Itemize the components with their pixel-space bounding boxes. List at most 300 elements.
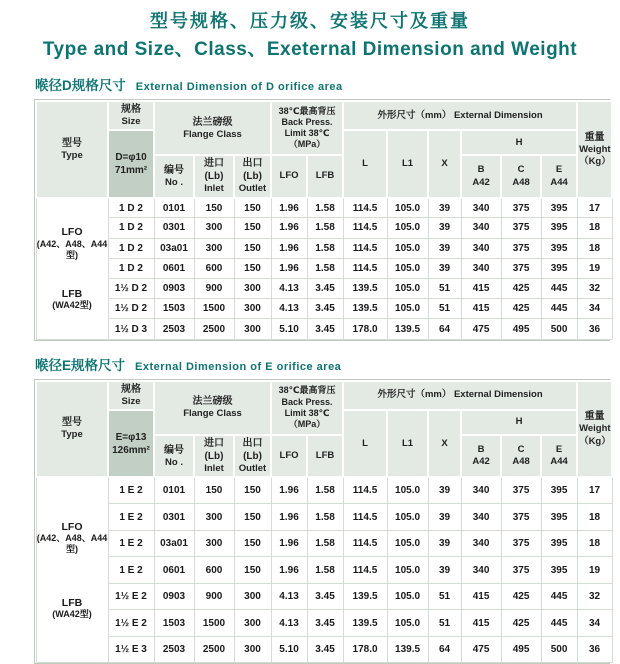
- size-spec-line1: D=φ10: [115, 152, 147, 164]
- col-header-weight: [577, 101, 612, 198]
- type-group-name: LFB: [61, 596, 83, 609]
- col-header-no-en: No .: [165, 456, 183, 468]
- col-header-l: L: [343, 410, 387, 477]
- table-cell: 5.10: [271, 636, 307, 663]
- table-cell: 340: [461, 198, 501, 218]
- table-cell: 4.13: [271, 583, 307, 610]
- table-cell: 150: [234, 238, 271, 258]
- table-cell: 1.96: [271, 477, 307, 504]
- backpress-line: Back Press.: [281, 116, 333, 127]
- table-cell: 375: [501, 504, 541, 531]
- table-row: [36, 530, 612, 557]
- table-cell: 1.96: [271, 238, 307, 258]
- page-title-en: Type and Size、Class、Exeternal Dimension and Weight: [42, 39, 578, 60]
- col-header-backpress: [271, 101, 343, 155]
- table-cell: 1.96: [271, 530, 307, 557]
- table-cell: 300: [194, 504, 234, 531]
- table-cell: 105.0: [387, 258, 428, 278]
- col-header-inlet: [194, 435, 234, 477]
- table-cell: 395: [541, 530, 577, 557]
- col-header-a44: A44: [550, 176, 568, 188]
- size-spec-line2: 126mm²: [112, 444, 150, 456]
- col-header-size-zh: 规格: [121, 104, 141, 115]
- table-cell: 340: [461, 477, 501, 504]
- col-header-x: X: [428, 410, 461, 477]
- table-cell: 0301: [154, 218, 194, 238]
- table-cell: 105.0: [387, 279, 428, 299]
- backpress-line: Back Press.: [281, 396, 333, 407]
- table-cell: 150: [234, 530, 271, 557]
- table-cell: 375: [501, 198, 541, 218]
- table-cell: 1500: [194, 610, 234, 637]
- table-cell: 1.58: [307, 258, 343, 278]
- table-cell: 114.5: [343, 530, 387, 557]
- table-cell: 1.96: [271, 198, 307, 218]
- table-cell: 900: [194, 279, 234, 299]
- col-header-type: [36, 381, 108, 478]
- table-cell: 34: [577, 299, 612, 319]
- table-cell: 0101: [154, 477, 194, 504]
- table-row: [36, 299, 612, 319]
- col-header-outlet-zh: 出口(Lb): [242, 158, 263, 183]
- table-cell: 3.45: [307, 299, 343, 319]
- col-header-l: L: [343, 130, 387, 197]
- table-cell: 395: [541, 477, 577, 504]
- col-header-no: [154, 435, 194, 477]
- backpress-line: 38℃最高背压: [278, 385, 336, 396]
- table-cell: 300: [234, 583, 271, 610]
- col-header-h: H: [461, 130, 577, 155]
- col-header-inlet-zh: 进口(Lb): [204, 438, 224, 463]
- table-cell: 1 E 2: [108, 504, 154, 531]
- col-header-type-en: Type: [61, 429, 83, 441]
- col-header-h: H: [461, 410, 577, 435]
- table-cell: 0903: [154, 583, 194, 610]
- table-cell: 19: [577, 258, 612, 278]
- section-e-orifice: [34, 354, 610, 664]
- table-cell: 445: [541, 279, 577, 299]
- col-header-outlet: [234, 155, 271, 197]
- col-header-size-zh: 规格: [121, 383, 141, 395]
- table-cell: 425: [501, 610, 541, 637]
- section-d-heading-zh: 喉径D规格尺寸: [35, 78, 126, 93]
- col-header-no-zh: 编号: [164, 164, 184, 176]
- table-cell: 1.58: [307, 218, 343, 238]
- col-header-size-en: Size: [121, 395, 141, 407]
- table-cell: 1503: [154, 610, 194, 637]
- table-d-orifice: [34, 99, 610, 341]
- col-header-flange-zh: 法兰磅级: [192, 116, 233, 128]
- section-e-heading-en: External Dimension of E orifice area: [135, 360, 342, 373]
- table-cell: 1.58: [307, 477, 343, 504]
- table-cell: 340: [461, 530, 501, 557]
- table-row: [36, 557, 612, 584]
- table-cell: 105.0: [387, 299, 428, 319]
- col-header-a48: A48: [512, 456, 530, 468]
- col-header-type: [36, 101, 108, 198]
- table-cell: 4.13: [271, 299, 307, 319]
- table-cell: 1 D 2: [108, 198, 154, 218]
- table-cell: 114.5: [343, 504, 387, 531]
- col-header-flange-zh: 法兰磅级: [192, 396, 233, 408]
- col-header-flange-en: Flange Class: [183, 128, 242, 140]
- table-cell: 1.96: [271, 258, 307, 278]
- table-cell: 1 D 2: [108, 238, 154, 258]
- table-cell: 150: [234, 557, 271, 584]
- table-row: [36, 319, 612, 339]
- table-cell: 1½ D 3: [108, 319, 154, 339]
- table-cell: 36: [577, 636, 612, 663]
- table-cell: 395: [541, 504, 577, 531]
- type-group-detail: (A42、A48、A44型): [36, 533, 108, 555]
- backpress-line: （MPa）: [288, 419, 326, 430]
- table-cell: 395: [541, 218, 577, 238]
- table-cell: 1503: [154, 299, 194, 319]
- col-header-weight-en: Weight: [579, 143, 611, 155]
- section-d-orifice: [34, 74, 610, 341]
- backpress-line: Limit 38℃: [284, 407, 330, 418]
- col-header-lfb: LFB: [307, 435, 343, 477]
- table-cell: 32: [577, 583, 612, 610]
- table-cell: 1.96: [271, 218, 307, 238]
- table-cell: 39: [428, 258, 461, 278]
- col-header-x: X: [428, 130, 461, 197]
- table-cell: 150: [234, 218, 271, 238]
- table-cell: 19: [577, 557, 612, 584]
- table-cell: 2500: [194, 319, 234, 339]
- col-header-outlet-en: Outlet: [238, 183, 267, 195]
- table-cell: 17: [577, 198, 612, 218]
- table-e-orifice: [34, 379, 610, 664]
- table-row: [36, 583, 612, 610]
- table-row: [36, 238, 612, 258]
- table-cell: 1 E 2: [108, 530, 154, 557]
- table-cell: 395: [541, 258, 577, 278]
- table-cell: 5.10: [271, 319, 307, 339]
- table-cell: 1.96: [271, 557, 307, 584]
- table-cell: 1½ E 2: [108, 610, 154, 637]
- col-header-e: E: [555, 164, 563, 176]
- col-header-type-zh: 型号: [62, 137, 82, 149]
- table-cell: 395: [541, 557, 577, 584]
- section-d-heading: [35, 74, 610, 95]
- table-cell: 114.5: [343, 238, 387, 258]
- col-header-lfb: LFB: [307, 155, 343, 197]
- table-cell: 150: [234, 258, 271, 278]
- table-cell: 395: [541, 198, 577, 218]
- col-header-e-a44: [541, 435, 577, 477]
- table-cell: 34: [577, 610, 612, 637]
- table-cell: 150: [234, 198, 271, 218]
- table-cell: 4.13: [271, 610, 307, 637]
- table-cell: 105.0: [387, 583, 428, 610]
- col-header-flange-class: [154, 101, 271, 155]
- col-header-weight-unit: （Kg）: [579, 155, 611, 167]
- col-header-b: B: [477, 443, 485, 455]
- col-header-external-dimension: 外形尺寸（mm） External Dimension: [343, 101, 577, 130]
- table-cell: 0101: [154, 198, 194, 218]
- col-header-b-a42: [461, 155, 501, 197]
- table-cell: 475: [461, 636, 501, 663]
- table-cell: 1.58: [307, 557, 343, 584]
- table-cell: 1½ D 2: [108, 299, 154, 319]
- col-header-l1: L1: [387, 410, 428, 477]
- col-header-lfo: LFO: [271, 155, 307, 197]
- table-cell: 1 D 2: [108, 218, 154, 238]
- table-cell: 445: [541, 583, 577, 610]
- col-header-no-zh: 编号: [164, 444, 184, 456]
- table-cell: 178.0: [343, 636, 387, 663]
- size-spec-cell: [108, 410, 154, 477]
- table-cell: 105.0: [387, 198, 428, 218]
- table-cell: 300: [194, 218, 234, 238]
- table-cell: 39: [428, 238, 461, 258]
- table-cell: 1.58: [307, 198, 343, 218]
- table-cell: 300: [234, 636, 271, 663]
- table-cell: 375: [501, 238, 541, 258]
- type-group-name: LFB: [61, 287, 83, 300]
- size-spec-cell: [108, 130, 154, 197]
- col-header-a44: A44: [550, 456, 568, 468]
- table-cell: 375: [501, 557, 541, 584]
- table-cell: 415: [461, 279, 501, 299]
- table-cell: 139.5: [343, 299, 387, 319]
- col-header-size: [108, 381, 154, 410]
- table-cell: 900: [194, 583, 234, 610]
- table-cell: 1.58: [307, 530, 343, 557]
- size-spec-line1: E=φ13: [115, 431, 147, 443]
- table-cell: 1 D 2: [108, 258, 154, 278]
- table-cell: 415: [461, 610, 501, 637]
- table-cell: 1 E 2: [108, 477, 154, 504]
- col-header-flange-en: Flange Class: [183, 408, 242, 420]
- table-e-body: [36, 477, 612, 663]
- table-cell: 139.5: [343, 583, 387, 610]
- type-group-detail: (WA42型): [52, 300, 92, 311]
- table-cell: 495: [501, 636, 541, 663]
- col-header-type-zh: 型号: [62, 417, 82, 429]
- section-e-heading: [35, 354, 610, 375]
- table-cell: 340: [461, 238, 501, 258]
- table-cell: 375: [501, 530, 541, 557]
- col-header-inlet-en: Inlet: [204, 183, 224, 195]
- type-group-name: LFO: [61, 226, 83, 239]
- col-header-type-en: Type: [61, 149, 83, 161]
- type-group: [37, 521, 108, 555]
- table-cell: 425: [501, 583, 541, 610]
- table-row: [36, 610, 612, 637]
- table-cell: 139.5: [387, 319, 428, 339]
- table-cell: 139.5: [343, 279, 387, 299]
- table-cell: 415: [461, 583, 501, 610]
- col-header-inlet-en: Inlet: [204, 463, 224, 475]
- col-header-weight-unit: （Kg）: [579, 435, 611, 447]
- table-cell: 105.0: [387, 238, 428, 258]
- table-cell: 300: [234, 299, 271, 319]
- table-cell: 18: [577, 504, 612, 531]
- table-cell: 105.0: [387, 530, 428, 557]
- table-cell: 150: [234, 477, 271, 504]
- table-cell: 32: [577, 279, 612, 299]
- table-cell: 340: [461, 504, 501, 531]
- table-cell: 105.0: [387, 477, 428, 504]
- col-header-weight-en: Weight: [579, 423, 611, 435]
- table-cell: 114.5: [343, 258, 387, 278]
- type-group: [37, 597, 108, 620]
- table-cell: 2500: [194, 636, 234, 663]
- table-cell: 114.5: [343, 477, 387, 504]
- table-cell: 395: [541, 238, 577, 258]
- type-group-detail: (WA42型): [52, 609, 92, 620]
- table-d-body: [36, 198, 612, 340]
- table-cell: 1 E 2: [108, 557, 154, 584]
- col-header-c-a48: [501, 435, 541, 477]
- table-cell: 300: [234, 319, 271, 339]
- table-cell: 1½ E 3: [108, 636, 154, 663]
- table-cell: 64: [428, 319, 461, 339]
- page-title: [0, 7, 620, 61]
- table-cell: 500: [541, 319, 577, 339]
- table-cell: 375: [501, 218, 541, 238]
- table-row: [36, 218, 612, 238]
- table-cell: 105.0: [387, 504, 428, 531]
- table-cell: 18: [577, 238, 612, 258]
- type-group-detail: (A42、A48、A44型): [36, 238, 108, 260]
- table-cell: 39: [428, 218, 461, 238]
- table-cell: 300: [234, 610, 271, 637]
- col-header-outlet-zh: 出口(Lb): [242, 438, 263, 463]
- col-header-a42: A42: [472, 456, 490, 468]
- table-cell: 1.58: [307, 504, 343, 531]
- col-header-outlet: [234, 435, 271, 477]
- table-cell: 1½ D 2: [108, 279, 154, 299]
- table-cell: 39: [428, 198, 461, 218]
- table-cell: 0903: [154, 279, 194, 299]
- table-cell: 340: [461, 218, 501, 238]
- table-cell: 600: [194, 557, 234, 584]
- table-cell: 2503: [154, 319, 194, 339]
- table-cell: 300: [194, 238, 234, 258]
- backpress-line: 38℃最高背压: [278, 105, 336, 116]
- col-header-no-en: No .: [165, 176, 183, 188]
- table-cell: 178.0: [343, 319, 387, 339]
- table-cell: 0301: [154, 504, 194, 531]
- col-header-b: B: [477, 164, 485, 176]
- table-cell: 105.0: [387, 610, 428, 637]
- table-cell: 51: [428, 299, 461, 319]
- table-cell: 0601: [154, 258, 194, 278]
- table-cell: 3.45: [307, 319, 343, 339]
- col-header-c: C: [517, 443, 525, 455]
- table-cell: 105.0: [387, 218, 428, 238]
- section-e-heading-zh: 喉径E规格尺寸: [35, 357, 126, 373]
- col-header-a48: A48: [512, 176, 530, 188]
- table-cell: 17: [577, 477, 612, 504]
- table-cell: 425: [501, 279, 541, 299]
- col-header-b-a42: [461, 435, 501, 477]
- size-spec-line2: 71mm²: [114, 165, 148, 177]
- table-cell: 300: [234, 279, 271, 299]
- col-header-size: [108, 101, 154, 130]
- table-cell: 39: [428, 477, 461, 504]
- backpress-line: （MPa）: [288, 139, 326, 150]
- table-cell: 114.5: [343, 218, 387, 238]
- col-header-inlet: [194, 155, 234, 197]
- table-row: [36, 477, 612, 504]
- table-cell: 2503: [154, 636, 194, 663]
- table-cell: 415: [461, 299, 501, 319]
- table-cell: 300: [194, 530, 234, 557]
- col-header-outlet-en: Outlet: [238, 463, 267, 475]
- table-cell: 375: [501, 258, 541, 278]
- table-cell: 150: [194, 198, 234, 218]
- table-cell: 495: [501, 319, 541, 339]
- table-cell: 18: [577, 530, 612, 557]
- table-cell: 500: [541, 636, 577, 663]
- type-column-cell: [36, 477, 108, 663]
- table-cell: 39: [428, 530, 461, 557]
- table-cell: 3.45: [307, 583, 343, 610]
- section-d-heading-en: External Dimension of D orifice area: [135, 81, 343, 93]
- table-row: [36, 279, 612, 299]
- table-cell: 445: [541, 299, 577, 319]
- col-header-e-a44: [541, 155, 577, 197]
- col-header-external-dimension: 外形尺寸（mm） External Dimension: [343, 381, 577, 410]
- table-cell: 340: [461, 557, 501, 584]
- table-cell: 03a01: [154, 530, 194, 557]
- col-header-flange-class: [154, 381, 271, 435]
- table-cell: 375: [501, 477, 541, 504]
- table-cell: 1.58: [307, 238, 343, 258]
- col-header-weight: [577, 381, 612, 478]
- table-cell: 51: [428, 583, 461, 610]
- col-header-size-en: Size: [121, 116, 141, 127]
- table-cell: 1½ E 2: [108, 583, 154, 610]
- table-cell: 64: [428, 636, 461, 663]
- table-cell: 03a01: [154, 238, 194, 258]
- table-row: [36, 198, 612, 218]
- type-group: [37, 288, 108, 311]
- table-cell: 139.5: [387, 636, 428, 663]
- col-header-weight-zh: 重量: [584, 131, 605, 143]
- table-cell: 3.45: [307, 279, 343, 299]
- table-cell: 3.45: [307, 610, 343, 637]
- col-header-no: [154, 155, 194, 197]
- col-header-e: E: [555, 443, 563, 455]
- table-cell: 139.5: [343, 610, 387, 637]
- table-cell: 0601: [154, 557, 194, 584]
- type-group-name: LFO: [61, 520, 83, 533]
- col-header-a42: A42: [472, 176, 490, 188]
- type-group: [37, 226, 108, 260]
- table-cell: 114.5: [343, 557, 387, 584]
- table-row: [36, 258, 612, 278]
- col-header-backpress: [271, 381, 343, 435]
- table-row: [36, 504, 612, 531]
- type-column-cell: [36, 198, 108, 340]
- col-header-lfo: LFO: [271, 435, 307, 477]
- table-cell: 39: [428, 504, 461, 531]
- col-header-inlet-zh: 进口(Lb): [204, 158, 224, 183]
- table-cell: 425: [501, 299, 541, 319]
- table-cell: 4.13: [271, 279, 307, 299]
- table-cell: 475: [461, 319, 501, 339]
- col-header-l1: L1: [387, 130, 428, 197]
- table-cell: 114.5: [343, 198, 387, 218]
- col-header-weight-zh: 重量: [584, 411, 605, 423]
- backpress-line: Limit 38℃: [284, 128, 330, 139]
- table-cell: 150: [234, 504, 271, 531]
